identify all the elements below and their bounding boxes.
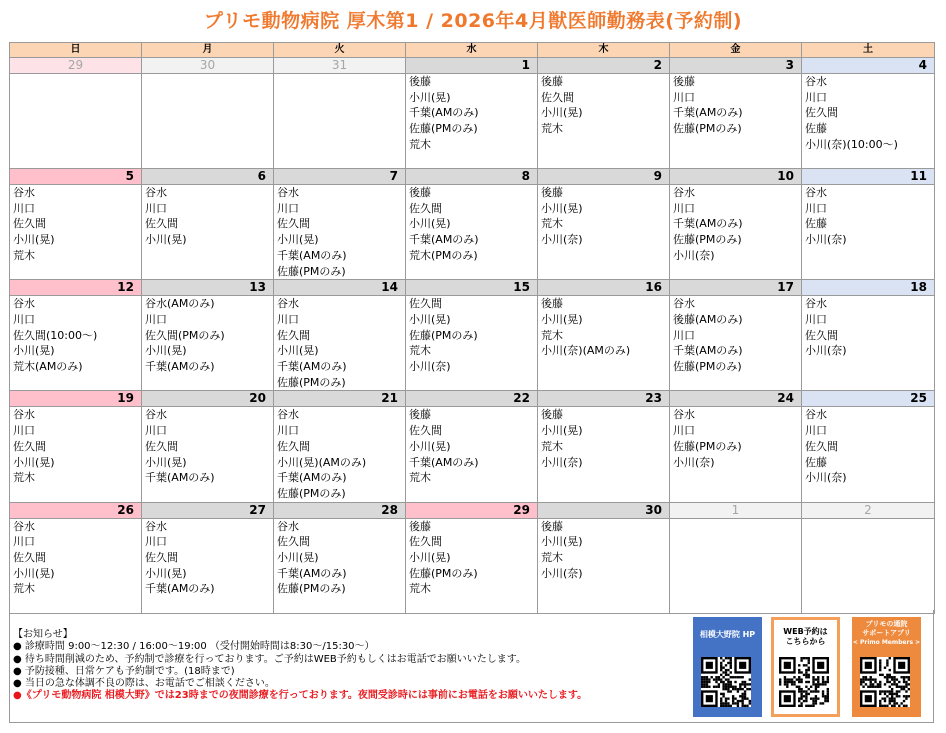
day-staff-cell [10,518,142,613]
staff-entry: 佐藤(PMのみ) [673,360,742,374]
staff-entry: 小川(晃) [145,344,187,358]
date-number: 21 [274,391,406,407]
weekday-thu: 木 [538,43,670,58]
date-row [10,280,935,296]
staff-entry: 小川(晃) [277,344,319,358]
staff-entry: 千葉(AMのみ) [145,471,215,485]
date-row [10,391,935,407]
staff-entry: 小川(晃) [409,439,451,453]
day-staff-cell [670,74,802,169]
staff-entry: 佐久間(10:00～) [13,328,98,342]
staff-entry: 佐藤 [805,455,827,469]
staff-entry: 川口 [805,312,827,326]
staff-entry: 小川(晃) [13,455,55,469]
date-number: 4 [802,58,935,74]
staff-entry: 川口 [805,424,827,438]
staff-entry: 谷水 [805,186,827,199]
qr-app-card[interactable] [852,617,921,717]
staff-entry: 後藤 [541,297,563,311]
date-number: 1 [406,58,538,74]
staff-entry: 佐久間 [277,439,310,453]
staff-entry: 谷水 [277,297,299,311]
staff-entry: 小川(晃) [145,233,187,247]
date-number: 27 [142,502,274,518]
day-staff-cell [802,185,935,280]
staff-entry: 小川(晃) [541,201,583,215]
staff-entry: 谷水 [277,519,299,533]
qr-code-icon [860,657,910,707]
date-row [10,502,935,518]
staff-entry: 谷水 [805,75,827,88]
staff-entry: 後藤 [673,75,695,88]
day-staff-cell [538,407,670,502]
staff-entry: 佐久間 [13,217,46,231]
staff-entry: 小川(奈)(10:00～) [805,137,898,151]
qr-hp-card[interactable] [693,617,762,717]
qr-app-label-1: プリモの通院 [865,620,908,628]
staff-entry: 千葉(AMのみ) [145,582,215,596]
staff-entry: 佐藤(PMのみ) [673,439,742,453]
date-row [10,58,935,74]
staff-entry: 川口 [13,201,35,215]
staff-entry: 小川(晃) [409,217,451,231]
staff-entry: 川口 [13,312,35,326]
staff-entry: 佐久間 [277,217,310,231]
staff-entry: 小川(奈) [541,233,583,247]
staff-entry: 佐久間(PMのみ) [145,328,225,342]
qr-code-icon [779,657,829,707]
staff-entry: 千葉(AMのみ) [673,344,743,358]
staff-entry: 小川(奈) [541,455,583,469]
day-staff-cell [142,407,274,502]
staff-entry: 小川(晃) [409,90,451,104]
staff-entry: 荒木 [409,344,431,358]
staff-entry: 後藤 [541,408,563,422]
staff-entry: 小川(奈) [673,455,715,469]
staff-entry: 荒木 [13,471,35,485]
staff-entry: 佐久間 [409,297,442,311]
date-number: 18 [802,280,935,296]
notice-heading: 【お知らせ】 [13,629,73,640]
staff-entry: 佐久間 [409,424,442,438]
date-number: 25 [802,391,935,407]
staff-entry: 荒木 [409,137,431,151]
staff-entry: 佐久間 [13,551,46,565]
date-number: 28 [274,502,406,518]
day-staff-cell [10,407,142,502]
day-staff-cell [142,518,274,613]
staff-entry: 荒木 [409,471,431,485]
qr-app-label-3: < Primo Members > [852,639,921,646]
staff-entry: 小川(奈) [541,566,583,580]
staff-entry: 谷水 [13,519,35,533]
day-staff-cell [406,518,538,613]
staff-entry: 千葉(AMのみ) [277,566,347,580]
staff-entry: 佐藤(PMのみ) [277,582,346,596]
day-staff-cell [406,407,538,502]
date-number: 12 [10,280,142,296]
day-staff-cell [142,74,274,169]
staff-entry: 谷水(AMのみ) [145,297,215,311]
staff-entry: 谷水 [145,186,167,199]
staff-entry: 小川(晃) [541,312,583,326]
staff-entry: 後藤(AMのみ) [673,312,743,326]
staff-entry: 後藤 [541,75,563,88]
date-number: 11 [802,169,935,185]
date-number: 8 [406,169,538,185]
day-staff-cell [10,185,142,280]
staff-entry: 川口 [145,535,167,549]
staff-entry: 荒木(PMのみ) [409,248,478,262]
staff-entry: 谷水 [13,408,35,422]
staff-entry: 川口 [673,90,695,104]
date-number: 7 [274,169,406,185]
date-number: 29 [10,58,142,74]
staff-row [10,74,935,169]
staff-entry: 小川(晃) [277,551,319,565]
staff-entry: 小川(晃) [277,233,319,247]
staff-entry: 佐久間 [541,90,574,104]
staff-entry: 佐藤(PMのみ) [673,122,742,136]
staff-entry: 千葉(AMのみ) [673,106,743,120]
notice-line: ● 当日の急な体調不良の際は、お電話でご相談ください。 [13,678,275,690]
weekday-fri: 金 [670,43,802,58]
staff-entry: 後藤 [541,519,563,533]
weekday-sat: 土 [802,43,935,58]
date-number: 10 [670,169,802,185]
staff-entry: 小川(晃) [409,551,451,565]
date-number: 2 [538,58,670,74]
staff-entry: 小川(奈) [805,233,847,247]
notice-lines [13,629,587,703]
staff-entry: 谷水 [145,408,167,422]
date-number: 6 [142,169,274,185]
qr-hp-label: 相模大野院 HP [699,630,756,639]
date-number: 13 [142,280,274,296]
day-staff-cell [274,185,406,280]
qr-web-label-1: WEB予約は [783,627,828,636]
staff-entry: 小川(晃) [541,535,583,549]
day-staff-cell [406,296,538,391]
staff-entry: 佐久間 [805,439,838,453]
staff-entry: 佐藤(PMのみ) [409,122,478,136]
staff-entry: 川口 [145,312,167,326]
staff-entry: 後藤 [409,186,431,199]
staff-entry: 小川(晃) [13,566,55,580]
date-number: 30 [142,58,274,74]
day-staff-cell [274,518,406,613]
staff-entry: 後藤 [409,408,431,422]
staff-entry: 荒木(AMのみ) [13,360,83,374]
staff-entry: 小川(晃) [409,312,451,326]
staff-entry: 谷水 [277,186,299,199]
staff-entry: 小川(晃) [541,106,583,120]
staff-entry: 小川(奈) [805,344,847,358]
staff-entry: 川口 [13,535,35,549]
date-number: 22 [406,391,538,407]
staff-row [10,296,935,391]
day-staff-cell [538,185,670,280]
staff-entry: 後藤 [409,519,431,533]
date-number: 1 [670,502,802,518]
staff-entry: 佐久間 [13,439,46,453]
staff-entry: 千葉(AMのみ) [409,455,479,469]
qr-app-label-2: サポートアプリ [862,629,911,637]
staff-entry: 佐藤(PMのみ) [277,264,346,278]
staff-entry: 谷水 [277,408,299,422]
weekday-mon: 月 [142,43,274,58]
day-staff-cell [406,74,538,169]
day-staff-cell [274,407,406,502]
day-staff-cell [538,296,670,391]
date-number: 14 [274,280,406,296]
day-staff-cell [10,74,142,169]
date-number: 15 [406,280,538,296]
staff-entry: 谷水 [145,519,167,533]
day-staff-cell [274,74,406,169]
weekday-tue: 火 [274,43,406,58]
staff-row [10,518,935,613]
notice-line: ● 予防接種、日常ケアも予約制です。(18時まで) [13,665,235,677]
date-row [10,169,935,185]
staff-entry: 千葉(AMのみ) [277,360,347,374]
staff-entry: 佐久間 [805,328,838,342]
staff-entry: 小川(晃)(AMのみ) [277,455,367,469]
date-number: 19 [10,391,142,407]
staff-entry: 川口 [673,328,695,342]
staff-entry: 佐久間 [409,535,442,549]
staff-entry: 荒木 [541,551,563,565]
date-number: 31 [274,58,406,74]
staff-entry: 小川(奈) [409,360,451,374]
day-staff-cell [10,296,142,391]
day-staff-cell [406,185,538,280]
staff-entry: 小川(奈) [673,248,715,262]
staff-entry: 荒木 [13,248,35,262]
qr-web-reservation-card[interactable] [771,617,840,717]
notice-line: ● 待ち時間削減のため、予約制で診療を行っております。ご予約はWEB予約もしくはお電話でお願いいたします。 [13,653,526,665]
staff-entry: 小川(晃) [145,566,187,580]
staff-row [10,185,935,280]
staff-entry: 佐藤 [805,122,827,136]
staff-entry: 川口 [277,424,299,438]
staff-entry: 谷水 [673,186,695,199]
day-staff-cell [670,296,802,391]
staff-entry: 千葉(AMのみ) [277,471,347,485]
day-staff-cell [670,185,802,280]
staff-entry: 川口 [277,201,299,215]
page-title: プリモ動物病院 厚木第1 / 2026年4月獣医師勤務表(予約制) [203,10,743,32]
staff-entry: 佐久間 [145,217,178,231]
staff-entry: 佐藤(PMのみ) [673,233,742,247]
staff-entry: 谷水 [805,408,827,422]
staff-entry: 荒木 [13,582,35,596]
staff-entry: 佐藤(PMのみ) [277,375,346,389]
staff-entry: 小川(晃) [13,233,55,247]
staff-entry: 荒木 [409,582,431,596]
staff-entry: 佐久間 [145,439,178,453]
staff-entry: 千葉(AMのみ) [145,360,215,374]
calendar-table [9,42,935,614]
date-number: 23 [538,391,670,407]
staff-entry: 佐久間 [277,328,310,342]
day-staff-cell [274,296,406,391]
staff-entry: 川口 [145,201,167,215]
staff-entry: 荒木 [541,328,563,342]
qr-web-label-2: こちらから [785,637,826,646]
staff-entry: 谷水 [673,408,695,422]
date-number: 16 [538,280,670,296]
day-staff-cell [538,74,670,169]
date-number: 24 [670,391,802,407]
day-staff-cell [142,296,274,391]
date-number: 5 [10,169,142,185]
staff-entry: 荒木 [541,122,563,136]
staff-entry: 佐久間 [277,535,310,549]
staff-entry: 川口 [145,424,167,438]
staff-entry: 佐久間 [409,201,442,215]
date-number: 26 [10,502,142,518]
qr-code-icon [701,657,751,707]
staff-entry: 小川(晃) [145,455,187,469]
day-staff-cell [802,518,935,613]
staff-entry: 荒木 [541,439,563,453]
staff-entry: 千葉(AMのみ) [409,233,479,247]
staff-row [10,407,935,502]
staff-entry: 川口 [673,201,695,215]
weekday-header-row [10,43,935,58]
date-number: 29 [406,502,538,518]
staff-entry: 谷水 [13,297,35,311]
staff-entry: 佐藤(PMのみ) [409,566,478,580]
day-staff-cell [538,518,670,613]
staff-entry: 千葉(AMのみ) [277,248,347,262]
date-number: 17 [670,280,802,296]
weekday-wed: 水 [406,43,538,58]
day-staff-cell [670,518,802,613]
staff-entry: 佐藤 [805,217,827,231]
staff-entry: 佐久間 [145,551,178,565]
date-number: 20 [142,391,274,407]
staff-entry: 川口 [805,90,827,104]
notice-night-clinic: ●《プリモ動物病院 相模大野》では23時までの夜間診療を行っております。夜間受診時には事前にお電話をお願いいたします。 [13,690,588,702]
staff-entry: 谷水 [673,297,695,311]
staff-entry: 千葉(AMのみ) [409,106,479,120]
day-staff-cell [142,185,274,280]
date-number: 3 [670,58,802,74]
day-staff-cell [802,407,935,502]
staff-entry: 小川(晃) [541,424,583,438]
staff-entry: 千葉(AMのみ) [673,217,743,231]
day-staff-cell [670,407,802,502]
staff-entry: 川口 [805,201,827,215]
date-number: 9 [538,169,670,185]
staff-entry: 小川(奈) [805,471,847,485]
staff-entry: 佐藤(PMのみ) [277,486,346,500]
staff-entry: 荒木 [541,217,563,231]
date-number: 2 [802,502,935,518]
staff-entry: 川口 [277,312,299,326]
staff-entry: 川口 [673,424,695,438]
day-staff-cell [802,74,935,169]
staff-entry: 小川(晃) [13,344,55,358]
day-staff-cell [802,296,935,391]
date-number: 30 [538,502,670,518]
notice-line: ● 診療時間 9:00～12:30 / 16:00～19:00 （受付開始時間は8:30～/15:30～） [13,641,375,653]
staff-entry: 谷水 [13,186,35,199]
staff-entry: 佐藤(PMのみ) [409,328,478,342]
staff-entry: 後藤 [541,186,563,199]
staff-entry: 小川(奈)(AMのみ) [541,344,631,358]
staff-entry: 谷水 [805,297,827,311]
weekday-sun: 日 [10,43,142,58]
staff-entry: 後藤 [409,75,431,88]
staff-entry: 川口 [13,424,35,438]
staff-entry: 佐久間 [805,106,838,120]
